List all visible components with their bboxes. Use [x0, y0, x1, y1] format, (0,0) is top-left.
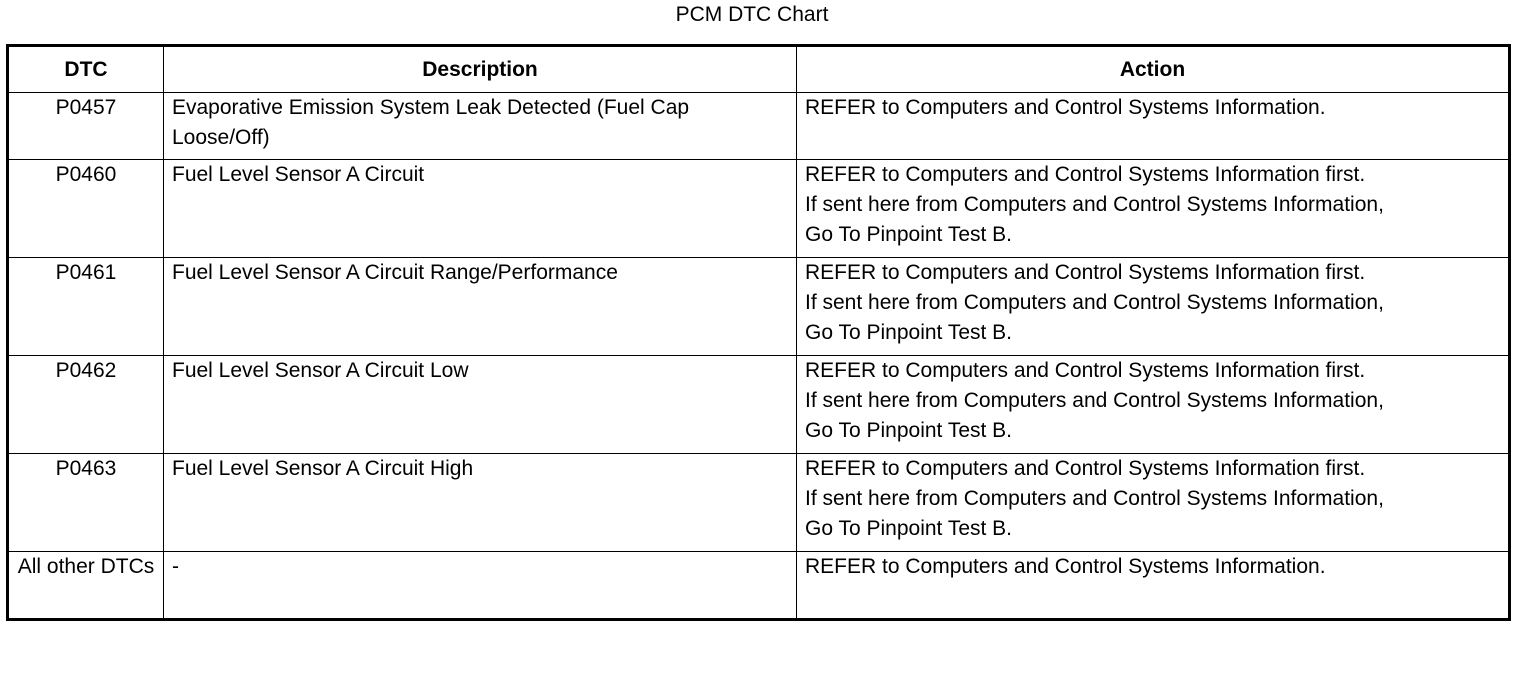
table-row [8, 356, 1510, 454]
action-line: Go To Pinpoint Test B. [805, 419, 1013, 442]
action-line: If sent here from Computers and Control Systems Information, [805, 291, 1384, 314]
dtc-description: Fuel Level Sensor A Circuit Low [164, 356, 797, 454]
action-line: REFER to Computers and Control Systems Information first. [805, 457, 1366, 480]
dtc-table [6, 44, 1511, 621]
dtc-description: Fuel Level Sensor A Circuit [164, 160, 797, 258]
action-line: Go To Pinpoint Test B. [805, 223, 1013, 246]
dtc-code: P0462 [8, 356, 164, 454]
action-line: REFER to Computers and Control Systems Information first. [805, 163, 1366, 186]
table-row [8, 552, 1510, 620]
dtc-description: Fuel Level Sensor A Circuit High [164, 454, 797, 552]
dtc-action [797, 258, 1510, 356]
header-dtc: DTC [8, 46, 164, 93]
dtc-code: P0461 [8, 258, 164, 356]
dtc-description: Fuel Level Sensor A Circuit Range/Performance [164, 258, 797, 356]
action-line: Go To Pinpoint Test B. [805, 321, 1013, 344]
chart-title: PCM DTC Chart [675, 3, 829, 26]
action-line: REFER to Computers and Control Systems Information first. [805, 359, 1366, 382]
table-header-row [8, 46, 1510, 93]
action-line: REFER to Computers and Control Systems Information. [805, 96, 1326, 119]
table-row [8, 258, 1510, 356]
dtc-code: P0457 [8, 93, 164, 160]
action-line: REFER to Computers and Control Systems Information first. [805, 261, 1366, 284]
dtc-action [797, 93, 1510, 160]
dtc-action [797, 454, 1510, 552]
header-action: Action [797, 46, 1510, 93]
action-line: REFER to Computers and Control Systems Information. [805, 555, 1326, 578]
dtc-code: All other DTCs [8, 552, 164, 620]
action-line: If sent here from Computers and Control Systems Information, [805, 389, 1384, 412]
action-line: Go To Pinpoint Test B. [805, 517, 1013, 540]
dtc-code: P0460 [8, 160, 164, 258]
dtc-code: P0463 [8, 454, 164, 552]
dtc-description: Evaporative Emission System Leak Detected (Fuel Cap Loose/Off) [164, 93, 797, 160]
dtc-action [797, 160, 1510, 258]
dtc-action [797, 552, 1510, 620]
action-line: If sent here from Computers and Control Systems Information, [805, 193, 1384, 216]
table-row [8, 160, 1510, 258]
table-row [8, 93, 1510, 160]
dtc-description: - [164, 552, 797, 620]
table-row [8, 454, 1510, 552]
dtc-action [797, 356, 1510, 454]
action-line: If sent here from Computers and Control Systems Information, [805, 487, 1384, 510]
header-description: Description [164, 46, 797, 93]
